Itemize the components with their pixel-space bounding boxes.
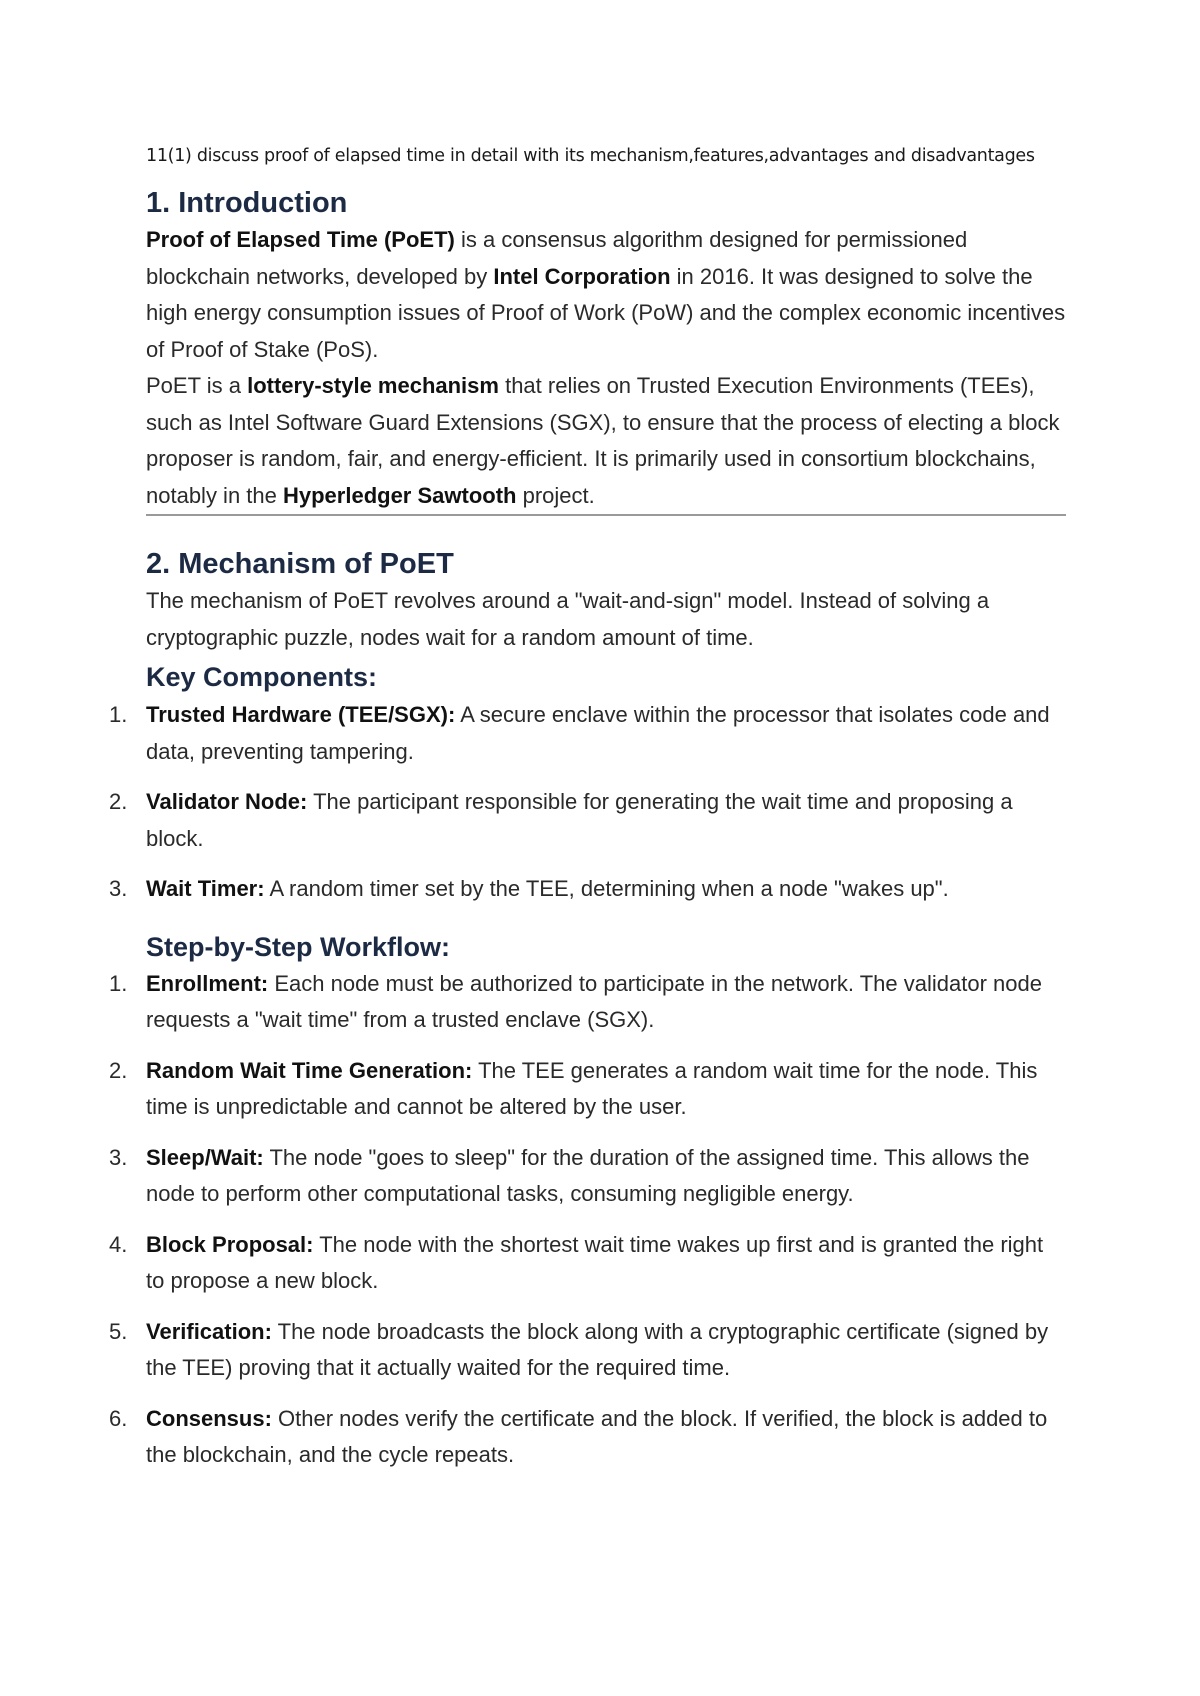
list-item: 2. Random Wait Time Generation: The TEE generates a random wait time for the node. This time is unpredictable and cannot be altered by the user. [109, 1057, 1038, 1119]
question-text: 11(1) discuss proof of elapsed time in detail with its mechanism,features,advantages and disadvantages [146, 146, 1035, 166]
list-item: 3. Wait Timer: A random timer set by the TEE, determining when a node "wakes up". [109, 876, 949, 901]
mechanism-paragraph: The mechanism of PoET revolves around a "wait-and-sign" model. Instead of solving a cryptographic puzzle, nodes wait for a random amount of time. [146, 588, 990, 650]
list-item: 4. Block Proposal: The node with the shortest wait time wakes up first and is granted the right to propose a new block. [109, 1231, 1044, 1293]
poet-term: Proof of Elapsed Time (PoET) [146, 227, 455, 252]
lottery-term: lottery-style mechanism [247, 373, 499, 398]
intro-paragraph-2: PoET is a lottery-style mechanism that relies on Trusted Execution Environments (TEEs), such as Intel Software Guard Extensions (SGX), to ensure that the process of electing a block proposer is random, fair, and energy-efficient. It is primarily used in consortium blockchains, notably in the Hyperledger Sawtooth project. [146, 373, 1060, 508]
list-item: 6. Consensus: Other nodes verify the certificate and the block. If verified, the block is added to the blockchain, and the cycle repeats. [109, 1405, 1048, 1467]
document-page [109, 142, 1066, 1474]
sawtooth-term: Hyperledger Sawtooth [282, 482, 517, 508]
list-item: 1. Trusted Hardware (TEE/SGX): A secure enclave within the processor that isolates code and data, preventing tampering. [109, 702, 1050, 764]
intel-term: Intel Corporation [493, 263, 671, 289]
mechanism-heading: 2. Mechanism of PoET [146, 548, 454, 580]
list-item: 2. Validator Node: The participant responsible for generating the wait time and proposing a block. [109, 789, 1013, 851]
workflow-heading: Step-by-Step Workflow: [146, 931, 451, 962]
list-item: 1. Enrollment: Each node must be authorized to participate in the network. The validator node requests a "wait time" from a trusted enclave (SGX). [109, 970, 1042, 1032]
list-item: 5. Verification: The node broadcasts the block along with a cryptographic certificate (signed by the TEE) proving that it actually waited for the required time. [109, 1318, 1049, 1380]
introduction-heading: 1. Introduction [146, 187, 348, 219]
list-item: 3. Sleep/Wait: The node "goes to sleep" for the duration of the assigned time. This allows the node to perform other computational tasks, consuming negligible energy. [109, 1144, 1030, 1206]
section-divider [146, 514, 1066, 516]
workflow-list [109, 966, 1066, 1474]
key-components-list [109, 697, 1066, 908]
intro-paragraph-1: Proof of Elapsed Time (PoET) is a consensus algorithm designed for permissioned blockchain networks, developed by Intel Corporation in 2016. It was designed to solve the high energy consumption issues of Proof of Work (PoW) and the complex economic incentives of Proof of Stake (PoS). [146, 227, 1066, 362]
key-components-heading: Key Components: [146, 662, 378, 692]
